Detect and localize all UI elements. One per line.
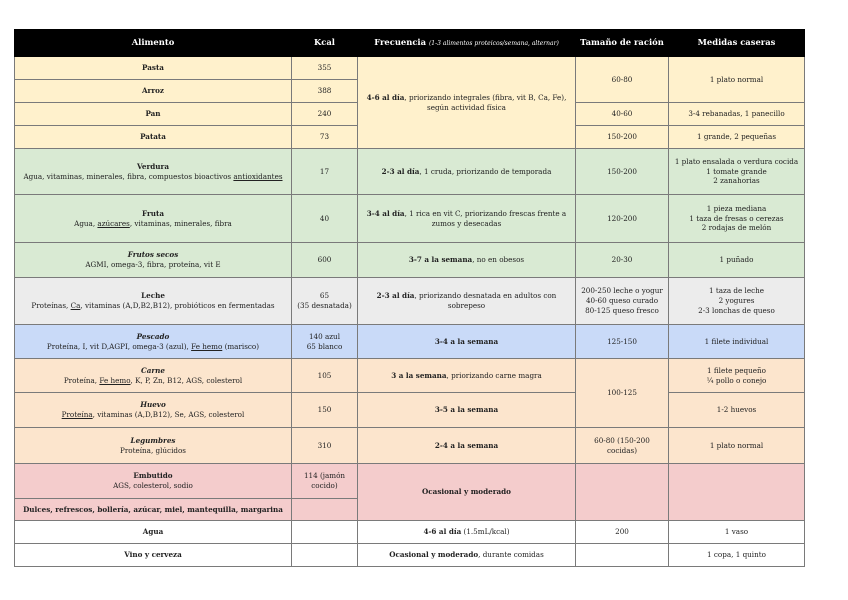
table-row-legumbres xyxy=(15,428,805,464)
dulces-name: Dulces, refrescos, bollería, azúcar, miel, mantequilla, margarina xyxy=(15,499,292,521)
pescado-desc: Proteína, I, vit D,AGPI, omega-3 (azul), Fe hemo (marisco) xyxy=(46,341,260,351)
vino-kcal xyxy=(292,544,358,567)
fruta-medida: 1 pieza mediana 1 taza de fresas o cerezas 2 rodajas de melón xyxy=(669,195,805,243)
table-row-frutos-secos xyxy=(15,243,805,278)
table-row-leche xyxy=(15,278,805,325)
carne-medida: 1 filete pequeño ¼ pollo o conejo xyxy=(669,359,805,393)
table-row-agua xyxy=(15,521,805,544)
pasta-arroz-medida: 1 plato normal xyxy=(669,57,805,103)
agua-medida: 1 vaso xyxy=(669,521,805,544)
pescado-tamano: 125-150 xyxy=(576,325,669,359)
cereales-frecuencia: 4-6 al día, priorizando integrales (fibra, vit B, Ca, Fe), según actividad física xyxy=(358,57,576,149)
pescado-frecuencia: 3-4 a la semana xyxy=(358,325,576,359)
vino-name: Vino y cerveza xyxy=(15,544,292,567)
huevo-medida: 1-2 huevos xyxy=(669,393,805,428)
fruta-tamano: 120-200 xyxy=(576,195,669,243)
verdura-frecuencia: 2-3 al día, 1 cruda, priorizando de temporada xyxy=(358,149,576,195)
table-row-pescado xyxy=(15,325,805,359)
frutos-name: Frutos secos xyxy=(127,250,179,260)
fruta-alimento xyxy=(15,195,292,243)
leche-tamano: 200-250 leche o yogur 40-60 queso curado 80-125 queso fresco xyxy=(576,278,669,325)
table-row-fruta xyxy=(15,195,805,243)
embutido-kcal: 114 (jamón cocido) xyxy=(292,464,358,499)
agua-name: Agua xyxy=(15,521,292,544)
embutido-alimento xyxy=(15,464,292,499)
fruta-name: Fruta xyxy=(142,208,164,218)
leche-frecuencia: 2-3 al día, priorizando desnatada en adultos con sobrepeso xyxy=(358,278,576,325)
pescado-medida: 1 filete individual xyxy=(669,325,805,359)
header-alimento: Alimento xyxy=(15,30,292,57)
frutos-alimento xyxy=(15,243,292,278)
dulces-kcal xyxy=(292,499,358,521)
embutido-dulces-tamano xyxy=(576,464,669,521)
pescado-alimento xyxy=(15,325,292,359)
pescado-name: Pescado xyxy=(136,331,170,341)
verdura-medida: 1 plato ensalada o verdura cocida 1 tomate grande 2 zanahorias xyxy=(669,149,805,195)
pan-tamano: 40-60 xyxy=(576,103,669,126)
huevo-alimento xyxy=(15,393,292,428)
leche-desc: Proteínas, Ca, vitaminas (A,D,B2,B12), probióticos en fermentadas xyxy=(31,301,275,310)
carne-huevo-tamano: 100-125 xyxy=(576,359,669,428)
carne-name: Carne xyxy=(141,365,165,375)
food-frequency-table xyxy=(14,29,805,567)
carne-desc: Proteína, Fe hemo, K, P, Zn, B12, AGS, colesterol xyxy=(63,375,243,385)
table-row-embutido xyxy=(15,464,805,499)
leche-alimento xyxy=(15,278,292,325)
pasta-arroz-tamano: 60-80 xyxy=(576,57,669,103)
arroz-kcal: 388 xyxy=(292,80,358,103)
verdura-name: Verdura xyxy=(137,161,169,171)
fruta-frecuencia: 3-4 al día, 1 rica en vit C, priorizando frescas frente a zumos y desecadas xyxy=(358,195,576,243)
frutos-kcal: 600 xyxy=(292,243,358,278)
huevo-frecuencia: 3-5 a la semana xyxy=(358,393,576,428)
carne-kcal: 105 xyxy=(292,359,358,393)
agua-tamano: 200 xyxy=(576,521,669,544)
ocasional-frecuencia: Ocasional y moderado xyxy=(358,464,576,521)
food-table-container xyxy=(14,29,804,567)
pasta-kcal: 355 xyxy=(292,57,358,80)
frutos-desc: AGMI, omega-3, fibra, proteína, vit E xyxy=(85,260,221,269)
legumbres-desc: Proteína, glúcidos xyxy=(120,445,186,455)
pan-kcal: 240 xyxy=(292,103,358,126)
legumbres-kcal: 310 xyxy=(292,428,358,464)
vino-frecuencia: Ocasional y moderado, durante comidas xyxy=(358,544,576,567)
header-tamano: Tamaño de ración xyxy=(576,30,669,57)
agua-kcal xyxy=(292,521,358,544)
frutos-tamano: 20-30 xyxy=(576,243,669,278)
patata-kcal: 73 xyxy=(292,126,358,149)
table-row-verdura xyxy=(15,149,805,195)
arroz-name: Arroz xyxy=(15,80,292,103)
header-row xyxy=(15,30,805,57)
carne-alimento xyxy=(15,359,292,393)
verdura-alimento xyxy=(15,149,292,195)
frutos-frecuencia: 3-7 a la semana, no en obesos xyxy=(358,243,576,278)
huevo-name: Huevo xyxy=(140,400,166,410)
verdura-kcal: 17 xyxy=(292,149,358,195)
verdura-desc: Agua, vitaminas, minerales, fibra, compuestos bioactivos antioxidantes xyxy=(23,171,283,181)
pan-medida: 3-4 rebanadas, 1 panecillo xyxy=(669,103,805,126)
patata-name: Patata xyxy=(15,126,292,149)
legumbres-alimento xyxy=(15,428,292,464)
huevo-kcal: 150 xyxy=(292,393,358,428)
leche-kcal: 65 (35 desnatada) xyxy=(292,278,358,325)
legumbres-frecuencia: 2-4 a la semana xyxy=(358,428,576,464)
table-row-huevo xyxy=(15,393,805,428)
legumbres-name: Legumbres xyxy=(130,435,176,445)
vino-tamano xyxy=(576,544,669,567)
header-kcal: Kcal xyxy=(292,30,358,57)
table-row-pasta xyxy=(15,57,805,80)
legumbres-medida: 1 plato normal xyxy=(669,428,805,464)
pasta-name: Pasta xyxy=(15,57,292,80)
pan-name: Pan xyxy=(15,103,292,126)
leche-name: Leche xyxy=(141,291,165,301)
table-row-carne xyxy=(15,359,805,393)
huevo-desc: Proteína, vitaminas (A,D,B12), Se, AGS, colesterol xyxy=(61,410,245,419)
embutido-name: Embutido xyxy=(133,471,173,481)
verdura-tamano: 150-200 xyxy=(576,149,669,195)
frutos-medida: 1 puñado xyxy=(669,243,805,278)
pescado-kcal: 140 azul 65 blanco xyxy=(292,325,358,359)
embutido-desc: AGS, colesterol, sodio xyxy=(113,481,193,490)
header-frecuencia-note: (1-3 alimentos proteicos/semana, alternar) xyxy=(428,40,559,48)
fruta-desc: Agua, azúcares, vitaminas, minerales, fibra xyxy=(74,218,232,228)
header-frecuencia: Frecuencia (1-3 alimentos proteicos/semana, alternar) xyxy=(358,30,576,57)
embutido-dulces-medida xyxy=(669,464,805,521)
legumbres-tamano: 60-80 (150-200 cocidas) xyxy=(576,428,669,464)
vino-medida: 1 copa, 1 quinto xyxy=(669,544,805,567)
leche-medida: 1 taza de leche 2 yogures 2-3 lonchas de queso xyxy=(669,278,805,325)
carne-frecuencia: 3 a la semana, priorizando carne magra xyxy=(358,359,576,393)
fruta-kcal: 40 xyxy=(292,195,358,243)
agua-frecuencia: 4-6 al día (1.5mL/kcal) xyxy=(358,521,576,544)
table-row-vino xyxy=(15,544,805,567)
patata-tamano: 150-200 xyxy=(576,126,669,149)
header-medidas: Medidas caseras xyxy=(669,30,805,57)
patata-medida: 1 grande, 2 pequeñas xyxy=(669,126,805,149)
